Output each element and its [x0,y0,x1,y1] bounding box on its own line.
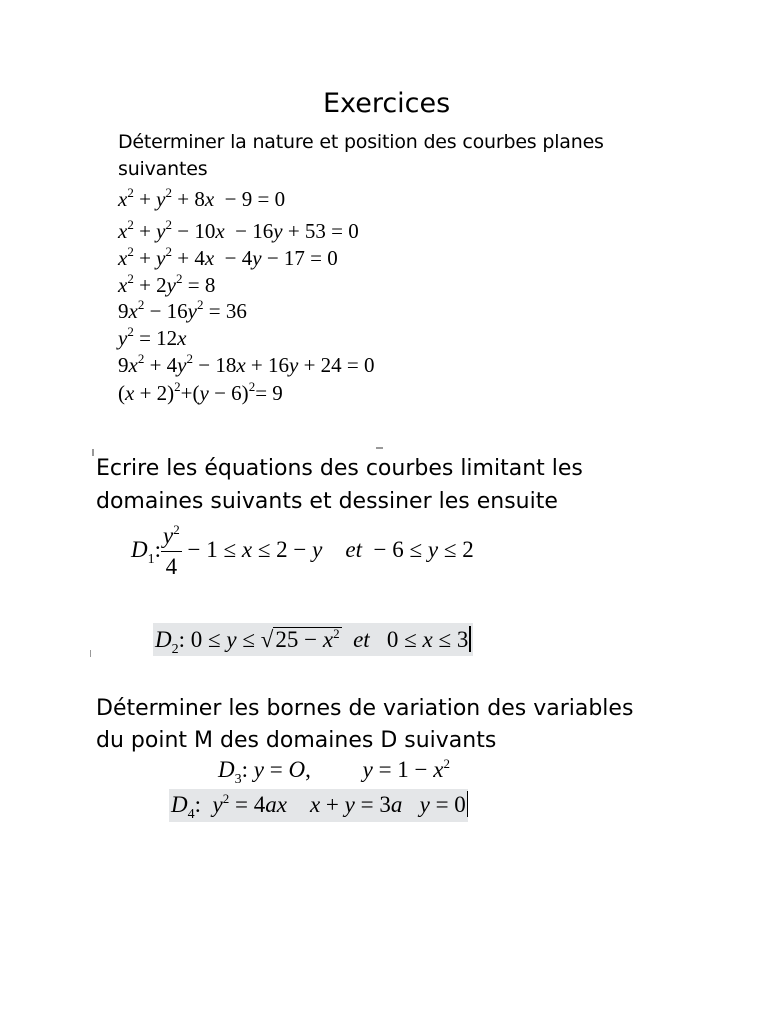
equation-1: $x^2 + y^2 + 8x - 9 = 0$ [118,185,286,211]
instruction-line: suivantes [118,158,208,180]
instruction-line: domaines suivants et dessiner les ensuite [96,489,558,514]
equation-3: $x^2 + y^2 + 4x - 4y - 17 = 0$ [118,244,338,270]
instruction-line: Déterminer les bornes de variation des variables [96,696,634,721]
fraction: $\frac{y^2}{4}$ [163,522,180,579]
instruction-line: Ecrire les équations des courbes limitant les [96,456,583,481]
text-cursor [467,791,468,817]
paragraph-mark [376,447,383,449]
equation-7: $9x^2 + 4y^2 - 18x + 16y + 24 = 0$ [118,351,375,377]
domain-d2: $D_2$: $0 \le y \le √25 - x^2$ et 0 ≤ x ≤ 3 [153,623,473,656]
sqrt: $25 - x^2$ [275,626,340,652]
domain-d4: $D_4$: $y^2 = 4ax$ x + y = 3a y = 0 [169,789,468,822]
text-cursor [469,626,470,652]
paragraph-mark [92,449,94,456]
equation-5: $9x^2 - 16y^2 = 36$ [118,297,247,323]
instruction-line: du point M des domaines D suivants [96,728,497,753]
domain-d3: $D_3$: y = O, $y = 1 - x^2$ [218,756,450,787]
equation-4: $x^2 + 2y^2 = 8$ [118,271,216,297]
paragraph-mark [90,650,91,657]
equation-8: $(x + 2)^2+(y - 6)^2= 9$ [118,379,283,405]
domain-d1: $D_1$: $\frac{y^2}{4}$ − 1 ≤ x ≤ 2 − y et − 6 ≤ y ≤ 2 [131,521,474,582]
equation-2: $x^2 + y^2 - 10x - 16y + 53 = 0$ [118,217,359,243]
equation-6: $y^2 = 12x$ [118,324,187,350]
instruction-line: Déterminer la nature et position des courbes planes [118,131,604,153]
page-title: Exercices [323,88,451,119]
